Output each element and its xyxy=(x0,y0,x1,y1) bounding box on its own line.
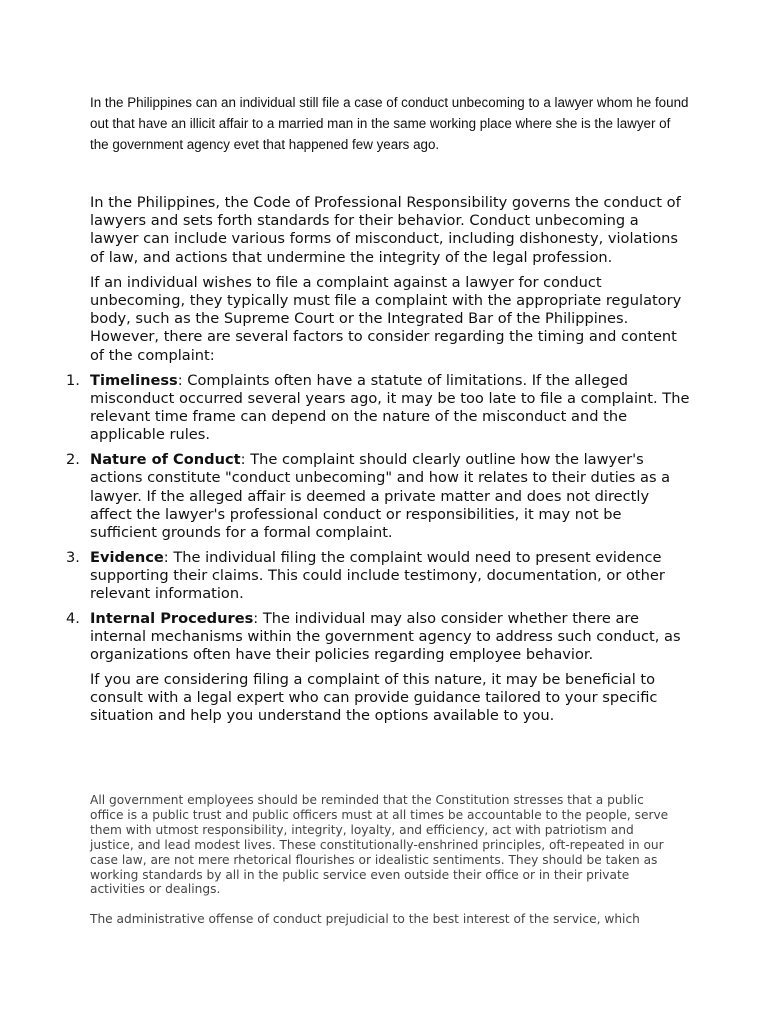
factor-title: Nature of Conduct xyxy=(90,451,241,469)
answer-intro-paragraph: In the Philippines, the Code of Professional Responsibility governs the conduct of lawyers and sets forth standards for their behavior. Conduct unbecoming a lawyer can include various forms of misconduct, including dishonesty, violations of law, and actions that undermine the integrity of the legal profession. xyxy=(90,194,681,266)
list-item xyxy=(66,451,690,542)
answer-intro-paragraph: If an individual wishes to file a complaint against a lawyer for conduct unbecoming, they typically must file a complaint with the appropriate regulatory body, such as the Supreme Court or the Integrated Bar of the Philippines. However, there are several factors to consider regarding the timing and content of the complaint: xyxy=(90,273,682,364)
factor-title: Internal Procedures xyxy=(90,609,254,627)
list-item xyxy=(66,548,690,604)
notes-section xyxy=(90,793,680,942)
factor-title: Evidence xyxy=(90,548,164,566)
list-item xyxy=(66,609,690,665)
list-number: 2. xyxy=(66,451,80,469)
list-item xyxy=(66,371,690,445)
note-paragraph: All government employees should be reminded that the Constitution stresses that a public office is a public trust and public officers must at all times be accountable to the people, serve them with utmost responsibility, integrity, loyalty, and efficiency, act with patriotism and justice, and lead modest lives. These constitutionally-enshrined principles, oft-repeated in our case law, are not mere rhetorical flourishes or idealistic sentiments. They should be taken as working standards by all in the public service even outside their office or in their private activities or dealings. xyxy=(90,793,669,897)
answer-section xyxy=(66,194,690,732)
factor-text: : Complaints often have a statute of limitations. If the alleged misconduct occurred several years ago, it may be too late to file a complaint. The relevant time frame can depend on the nature of the misconduct and the applicable rules. xyxy=(90,371,690,444)
list-number: 3. xyxy=(66,548,80,566)
factor-text: : The individual may also consider whether there are internal mechanisms within the government agency to address such conduct, as organizations often have their policies regarding employee behavior. xyxy=(90,609,681,664)
note-paragraph: The administrative offense of conduct prejudicial to the best interest of the service, which xyxy=(90,912,640,927)
factor-title: Timeliness xyxy=(90,371,178,389)
list-number: 1. xyxy=(66,371,80,389)
answer-closing-paragraph: If you are considering filing a complaint of this nature, it may be beneficial to consult with a legal expert who can provide guidance tailored to your specific situation and help you understand the options available to you. xyxy=(90,670,658,725)
question-text: In the Philippines can an individual still file a case of conduct unbecoming to a lawyer whom he found out that have an illicit affair to a married man in the same working place where she is the lawyer of the government agency evet that happened few years ago. xyxy=(90,95,689,152)
factor-text: : The complaint should clearly outline how the lawyer's actions constitute "conduct unbecoming" and how it relates to their duties as a lawyer. If the alleged affair is deemed a private matter and does not directly affect the lawyer's professional conduct or responsibilities, it may not be sufficient grounds for a formal complaint. xyxy=(90,451,671,541)
factor-text: : The individual filing the complaint would need to present evidence supporting their claims. This could include testimony, documentation, or other relevant information. xyxy=(90,548,665,603)
list-number: 4. xyxy=(66,609,80,627)
factors-list xyxy=(66,371,690,665)
